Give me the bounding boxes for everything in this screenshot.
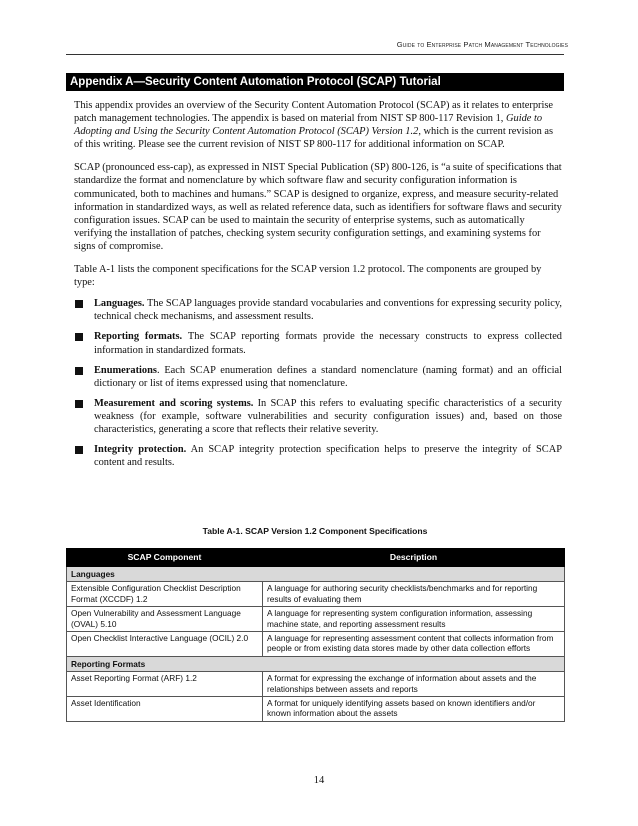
list-item-text: The SCAP languages provide standard vocabularies and conventions for expressing security policy, technical check mechanisms, and assessment results. [94,298,562,323]
component-cell: Asset Reporting Format (ARF) 1.2 [67,672,263,697]
description-cell: A language for authoring security checklists/benchmarks and for reporting results of evaluating them [263,582,565,607]
running-header: Guide to Enterprise Patch Management Technologies [396,40,568,49]
square-bullet-icon [75,300,83,308]
description-cell: A language for representing system configuration information, assessing machine state, and reporting assessment results [263,607,565,632]
component-cell: Extensible Configuration Checklist Description Format (XCCDF) 1.2 [67,582,263,607]
group-row-languages [67,567,565,582]
table-row [67,672,565,697]
list-item-term: Languages. [94,298,145,310]
list-item-term: Measurement and scoring systems. [94,397,254,409]
list-item-text: The SCAP reporting formats provide the necessary constructs to express collected information in standardized formats. [94,331,563,356]
list-item-term: Integrity protection. [94,444,187,456]
table-row [67,607,565,632]
list-item-languages [74,297,562,323]
intro-publication-title: Guide to Adopting and Using the Security Content Automation Protocol (SCAP) Version 1.2 [74,113,543,138]
column-header-description: Description [263,549,565,567]
intro-paragraph [74,99,562,151]
group-label: Reporting Formats [67,656,565,671]
list-item-text: . Each SCAP enumeration defines a standard nomenclature (naming format) and an official dictionary or list of items expressed using that nomenclature. [94,364,562,389]
list-item-term: Enumerations [94,364,157,376]
column-header-component: SCAP Component [67,549,263,567]
list-item-enumerations [74,364,562,390]
description-cell: A format for uniquely identifying assets based on known identifiers and/or known information about the assets [263,697,565,722]
scap-definition-paragraph: SCAP (pronounced ess-cap), as expressed in NIST Special Publication (SP) 800-126, is “a suite of specifications that standardize the format and nomenclature by which software flaw and security configuration information is communicated, both to machines and humans.” SCAP is designed to organize, express, and measure security-related information in standardized ways, as well as related reference data, such as identifiers for software flaws and security configuration issues. SCAP can be used to maintain the security of enterprise systems, such as automatically verifying the installation of patches, checking system security configuration settings, and examining systems for signs of compromise. [74,162,562,252]
square-bullet-icon [75,333,83,341]
description-cell: A language for representing assessment content that collects information from people or from existing data stores made by other data collection efforts [263,632,565,657]
component-type-list [74,297,562,469]
square-bullet-icon [75,446,83,454]
table-row [67,632,565,657]
table-intro-paragraph: Table A-1 lists the component specifications for the SCAP version 1.2 protocol. The components are grouped by type: [74,264,542,289]
square-bullet-icon [75,400,83,408]
section-title: Appendix A—Security Content Automation Protocol (SCAP) Tutorial [66,73,564,91]
square-bullet-icon [75,367,83,375]
group-label: Languages [67,567,565,582]
page-number: 14 [313,775,325,786]
component-cell: Asset Identification [67,697,263,722]
scap-components-table [66,548,565,722]
list-item-term: Reporting formats. [94,331,183,343]
component-cell: Open Checklist Interactive Language (OCIL) 2.0 [67,632,263,657]
list-item-text: An SCAP integrity protection specification helps to preserve the integrity of SCAP content and results. [94,444,562,469]
table-row [67,697,565,722]
table-row [67,582,565,607]
intro-text-a: This appendix provides an overview of the Security Content Automation Protocol (SCAP) as it relates to enterprise patch management technologies. The appendix is based on material from NIST SP 800-117 Revision 1, [74,100,554,125]
component-cell: Open Vulnerability and Assessment Language (OVAL) 5.10 [67,607,263,632]
intro-text-b: , which is the current revision as of this writing. Please see the current revision of NIST SP 800-117 for additional information on SCAP. [74,126,554,151]
table-header-row [67,549,565,567]
list-item-measurement-scoring [74,397,562,436]
body-text [74,99,562,476]
list-item-reporting-formats [74,330,562,356]
description-cell: A format for expressing the exchange of information about assets and the relationships between assets and reports [263,672,565,697]
header-rule [66,54,564,55]
list-item-integrity-protection [74,443,562,469]
list-item-text: In SCAP this refers to evaluating specific characteristics of a security weakness (for example, software vulnerabilities and security configuration issues) and, based on those characteristics, generating a score that reflects their relative severity. [94,397,562,435]
table-caption: Table A-1. SCAP Version 1.2 Component Specifications [202,526,428,536]
group-row-reporting-formats [67,656,565,671]
